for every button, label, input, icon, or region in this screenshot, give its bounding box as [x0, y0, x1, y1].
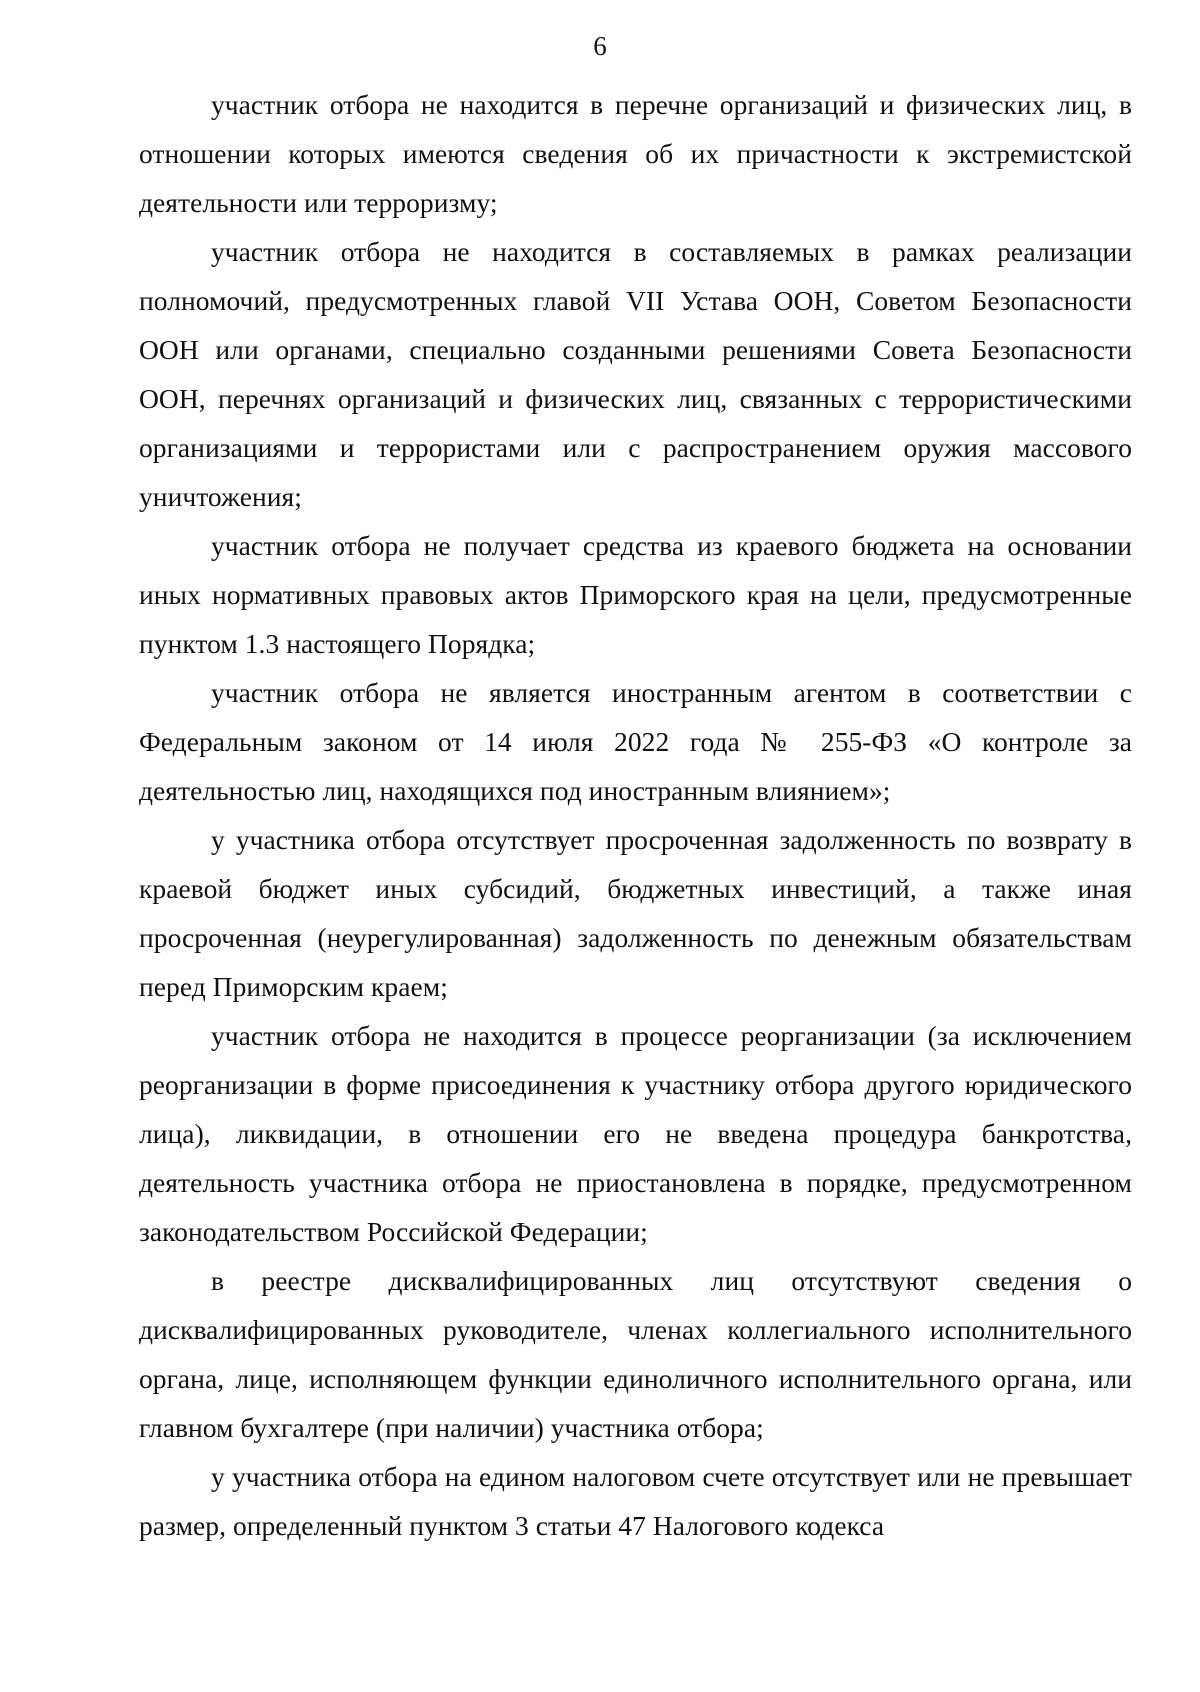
paragraph: участник отбора не находится в процессе реорганизации (за исключением реорганизации в форме присоединения к участнику отбора другого юридического лица), ликвидации, в отношении его не введена процедура банкротства, деятельность участника отбора не приостановлена в порядке, предусмотренном законодательством Российской Федерации;	[139, 1020, 1132, 1247]
paragraph: у участника отбора на едином налоговом счете отсутствует или не превышает размер, определенный пунктом 3 статьи 47 Налогового кодекса	[139, 1461, 1132, 1541]
paragraph: участник отбора не получает средства из краевого бюджета на основании иных нормативных правовых актов Приморского края на цели, предусмотренные пунктом 1.3 настоящего Порядка;	[139, 530, 1132, 659]
paragraph: участник отбора не находится в перечне организаций и физических лиц, в отношении которых имеются сведения об их причастности к экстремистской деятельности или терроризму;	[139, 89, 1132, 218]
page-number: 6	[593, 31, 607, 61]
paragraph: у участника отбора отсутствует просроченная задолженность по возврату в краевой бюджет иных субсидий, бюджетных инвестиций, а также иная просроченная (неурегулированная) задолженность по денежным обязательствам перед Приморским краем;	[139, 824, 1132, 1002]
document-body	[139, 80, 1132, 1550]
paragraph: участник отбора не находится в составляемых в рамках реализации полномочий, предусмотренных главой VII Устава ООН, Советом Безопасности ООН или органами, специально созданными решениями Совета Безопасности ООН, перечнях организаций и физических лиц, связанных с террористическими организациями и террористами или с распространением оружия массового уничтожения;	[139, 236, 1132, 512]
paragraph: в реестре дисквалифицированных лиц отсутствуют сведения о дисквалифицированных руководителе, членах коллегиального исполнительного органа, лице, исполняющем функции единоличного исполнительного органа, или главном бухгалтере (при наличии) участника отбора;	[139, 1265, 1132, 1443]
paragraph: участник отбора не является иностранным агентом в соответствии с Федеральным законом от 14 июля 2022 года № 255-ФЗ «О контроле за деятельностью лиц, находящихся под иностранным влиянием»;	[139, 677, 1132, 806]
